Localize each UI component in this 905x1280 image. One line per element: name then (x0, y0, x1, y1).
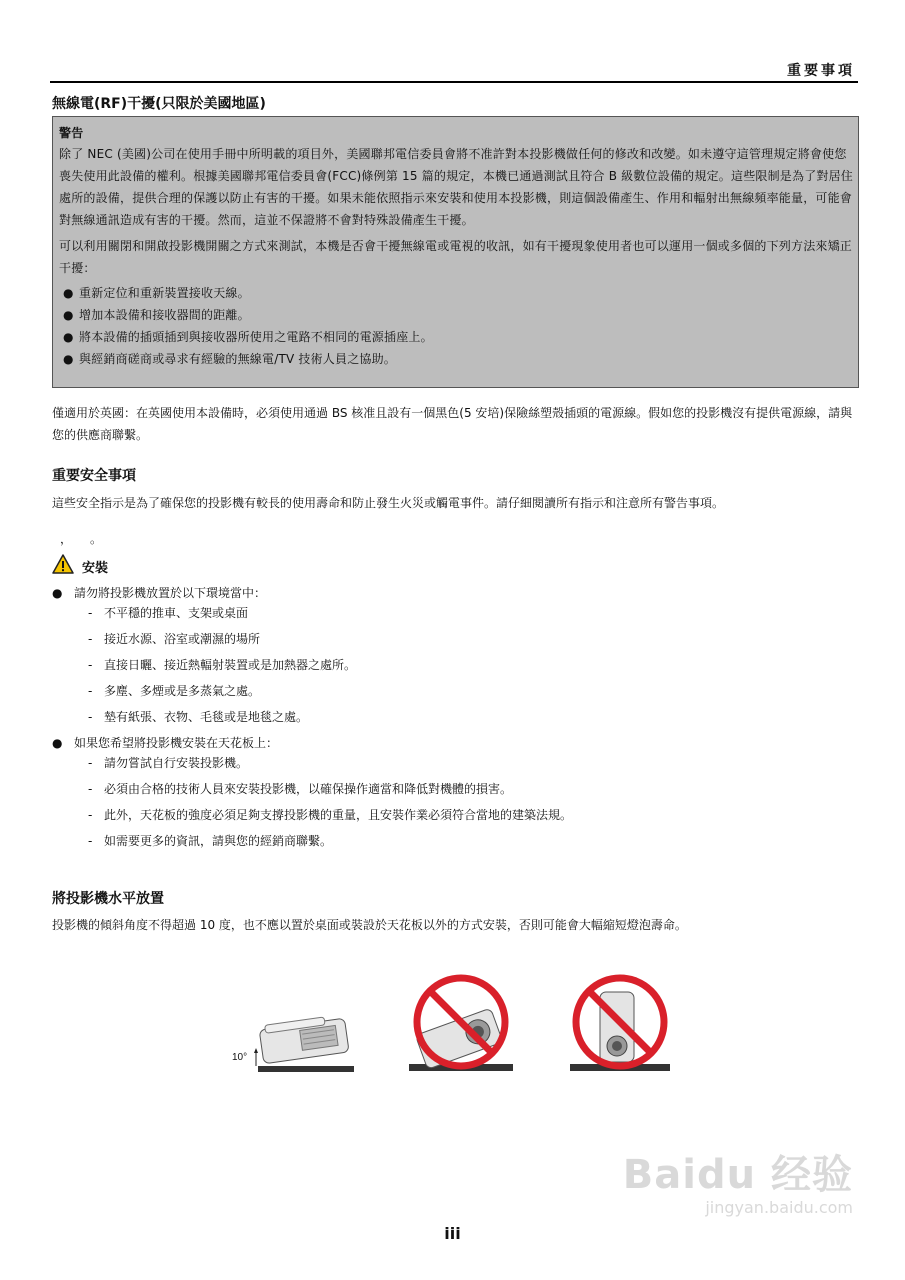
list-item: - 接近水源、浴室或潮濕的場所 (88, 632, 261, 646)
bullet-icon: ● (63, 352, 74, 366)
warning-paragraph-2: 可以利用關閉和開啟投影機開關之方式來測試，本機是否會干擾無線電或電視的收訊，如有干擾現象使用者也可以運用一個或多個的下列方法來矯正干擾： (59, 239, 853, 275)
list-item: - 此外，天花板的強度必須足夠支撐投影機的重量，且安裝作業必須符合當地的建築法規。 (88, 808, 573, 822)
bullet-icon: ● (63, 330, 74, 344)
list-item: ● 重新定位和重新裝置接收天線。 (59, 282, 853, 304)
level-text: 投影機的傾斜角度不得超過 10 度，也不應以置於桌面或裝設於天花板以外的方式安裝，否則可能會大幅縮短燈泡壽命。 (52, 918, 687, 932)
safety-section-title: 重要安全事項 (52, 468, 136, 484)
list-item: - 必須由合格的技術人員來安裝投影機，以確保操作適當和降低對機體的損害。 (88, 782, 513, 796)
angle-label: 10° (232, 1052, 248, 1063)
page-number: iii (444, 1224, 461, 1243)
warning-box (52, 116, 859, 388)
rf-section-title: 無線電(RF)干擾(只限於美國地區) (52, 96, 266, 112)
prohibited-sideways-figure (405, 972, 515, 1074)
install-bullet: ● 如果您希望將投影機安裝在天花板上： (52, 732, 278, 754)
stray-punctuation: ， 。 (60, 532, 103, 546)
warning-triangle-icon (52, 554, 74, 578)
interference-remedy-list (59, 282, 853, 370)
header-divider (50, 81, 858, 83)
list-item: - 直接日曬、接近熱輻射裝置或是加熱器之處所。 (88, 658, 357, 672)
watermark-brand: Baidu 经验 (622, 1152, 853, 1198)
bullet-icon: ● (63, 286, 74, 300)
watermark-url: jingyan.baidu.com (705, 1198, 853, 1217)
bullet-icon: ● (63, 308, 74, 322)
list-item: ● 將本設備的插頭插到與接收器所使用之電路不相同的電源插座上。 (59, 326, 853, 348)
header-title: 重要事項 (787, 63, 855, 79)
list-item: ● 與經銷商磋商或尋求有經驗的無線電/TV 技術人員之協助。 (59, 348, 853, 370)
watermark (623, 1143, 853, 1217)
list-item: - 如需要更多的資訊，請與您的經銷商聯繫。 (88, 834, 333, 848)
uk-note: 僅適用於英國：在英國使用本設備時，必須使用通過 BS 核准且設有一個黑色(5 安培)保險絲塑殼插頭的電源線。假如您的投影機沒有提供電源線，請與您的供應商聯繫。 (52, 406, 853, 442)
bullet-icon: ● (52, 586, 63, 600)
install-label: 安裝 (82, 560, 109, 576)
level-section-title: 將投影機水平放置 (52, 891, 164, 907)
list-item: - 不平穩的推車、支架或桌面 (88, 606, 249, 620)
list-item: - 多塵、多煙或是多蒸氣之處。 (88, 684, 261, 698)
install-bullet: ● 請勿將投影機放置於以下環境當中： (52, 582, 266, 604)
warning-label: 警告 (59, 126, 84, 140)
warning-paragraph-1: 除了 NEC (美國)公司在使用手冊中所明載的項目外，美國聯邦電信委員會將不准許對本投影機做任何的修改和改變。如未遵守這管理規定將會使您喪失使用此設備的權利。根據美國聯邦電信委員會(FCC)條例第 15 篇的規定，本機已通過測試且符合 B 級數位設備的規定。這些限制是為了對居住處所的設備，提供合理的保護以防止有害的干擾。如果未能依照指示來安裝和使用本投影機，則這個設備產生、作用和輻射出無線頻率能量，可能會對無線通訊造成有害的干擾。然而，這並不保證將不會對特殊設備產生干擾。 (59, 147, 853, 227)
tilted-projector-figure (230, 1008, 356, 1074)
prohibited-upright-figure (568, 972, 672, 1074)
install-heading (52, 555, 108, 577)
list-item: ● 增加本設備和接收器間的距離。 (59, 304, 853, 326)
bullet-icon: ● (52, 736, 63, 750)
safety-intro: 這些安全指示是為了確保您的投影機有較長的使用壽命和防止發生火災或觸電事件。請仔細閱讀所有指示和注意所有警告事項。 (52, 496, 725, 510)
list-item: - 墊有紙張、衣物、毛毯或是地毯之處。 (88, 710, 309, 724)
list-item: - 請勿嘗試自行安裝投影機。 (88, 756, 249, 770)
